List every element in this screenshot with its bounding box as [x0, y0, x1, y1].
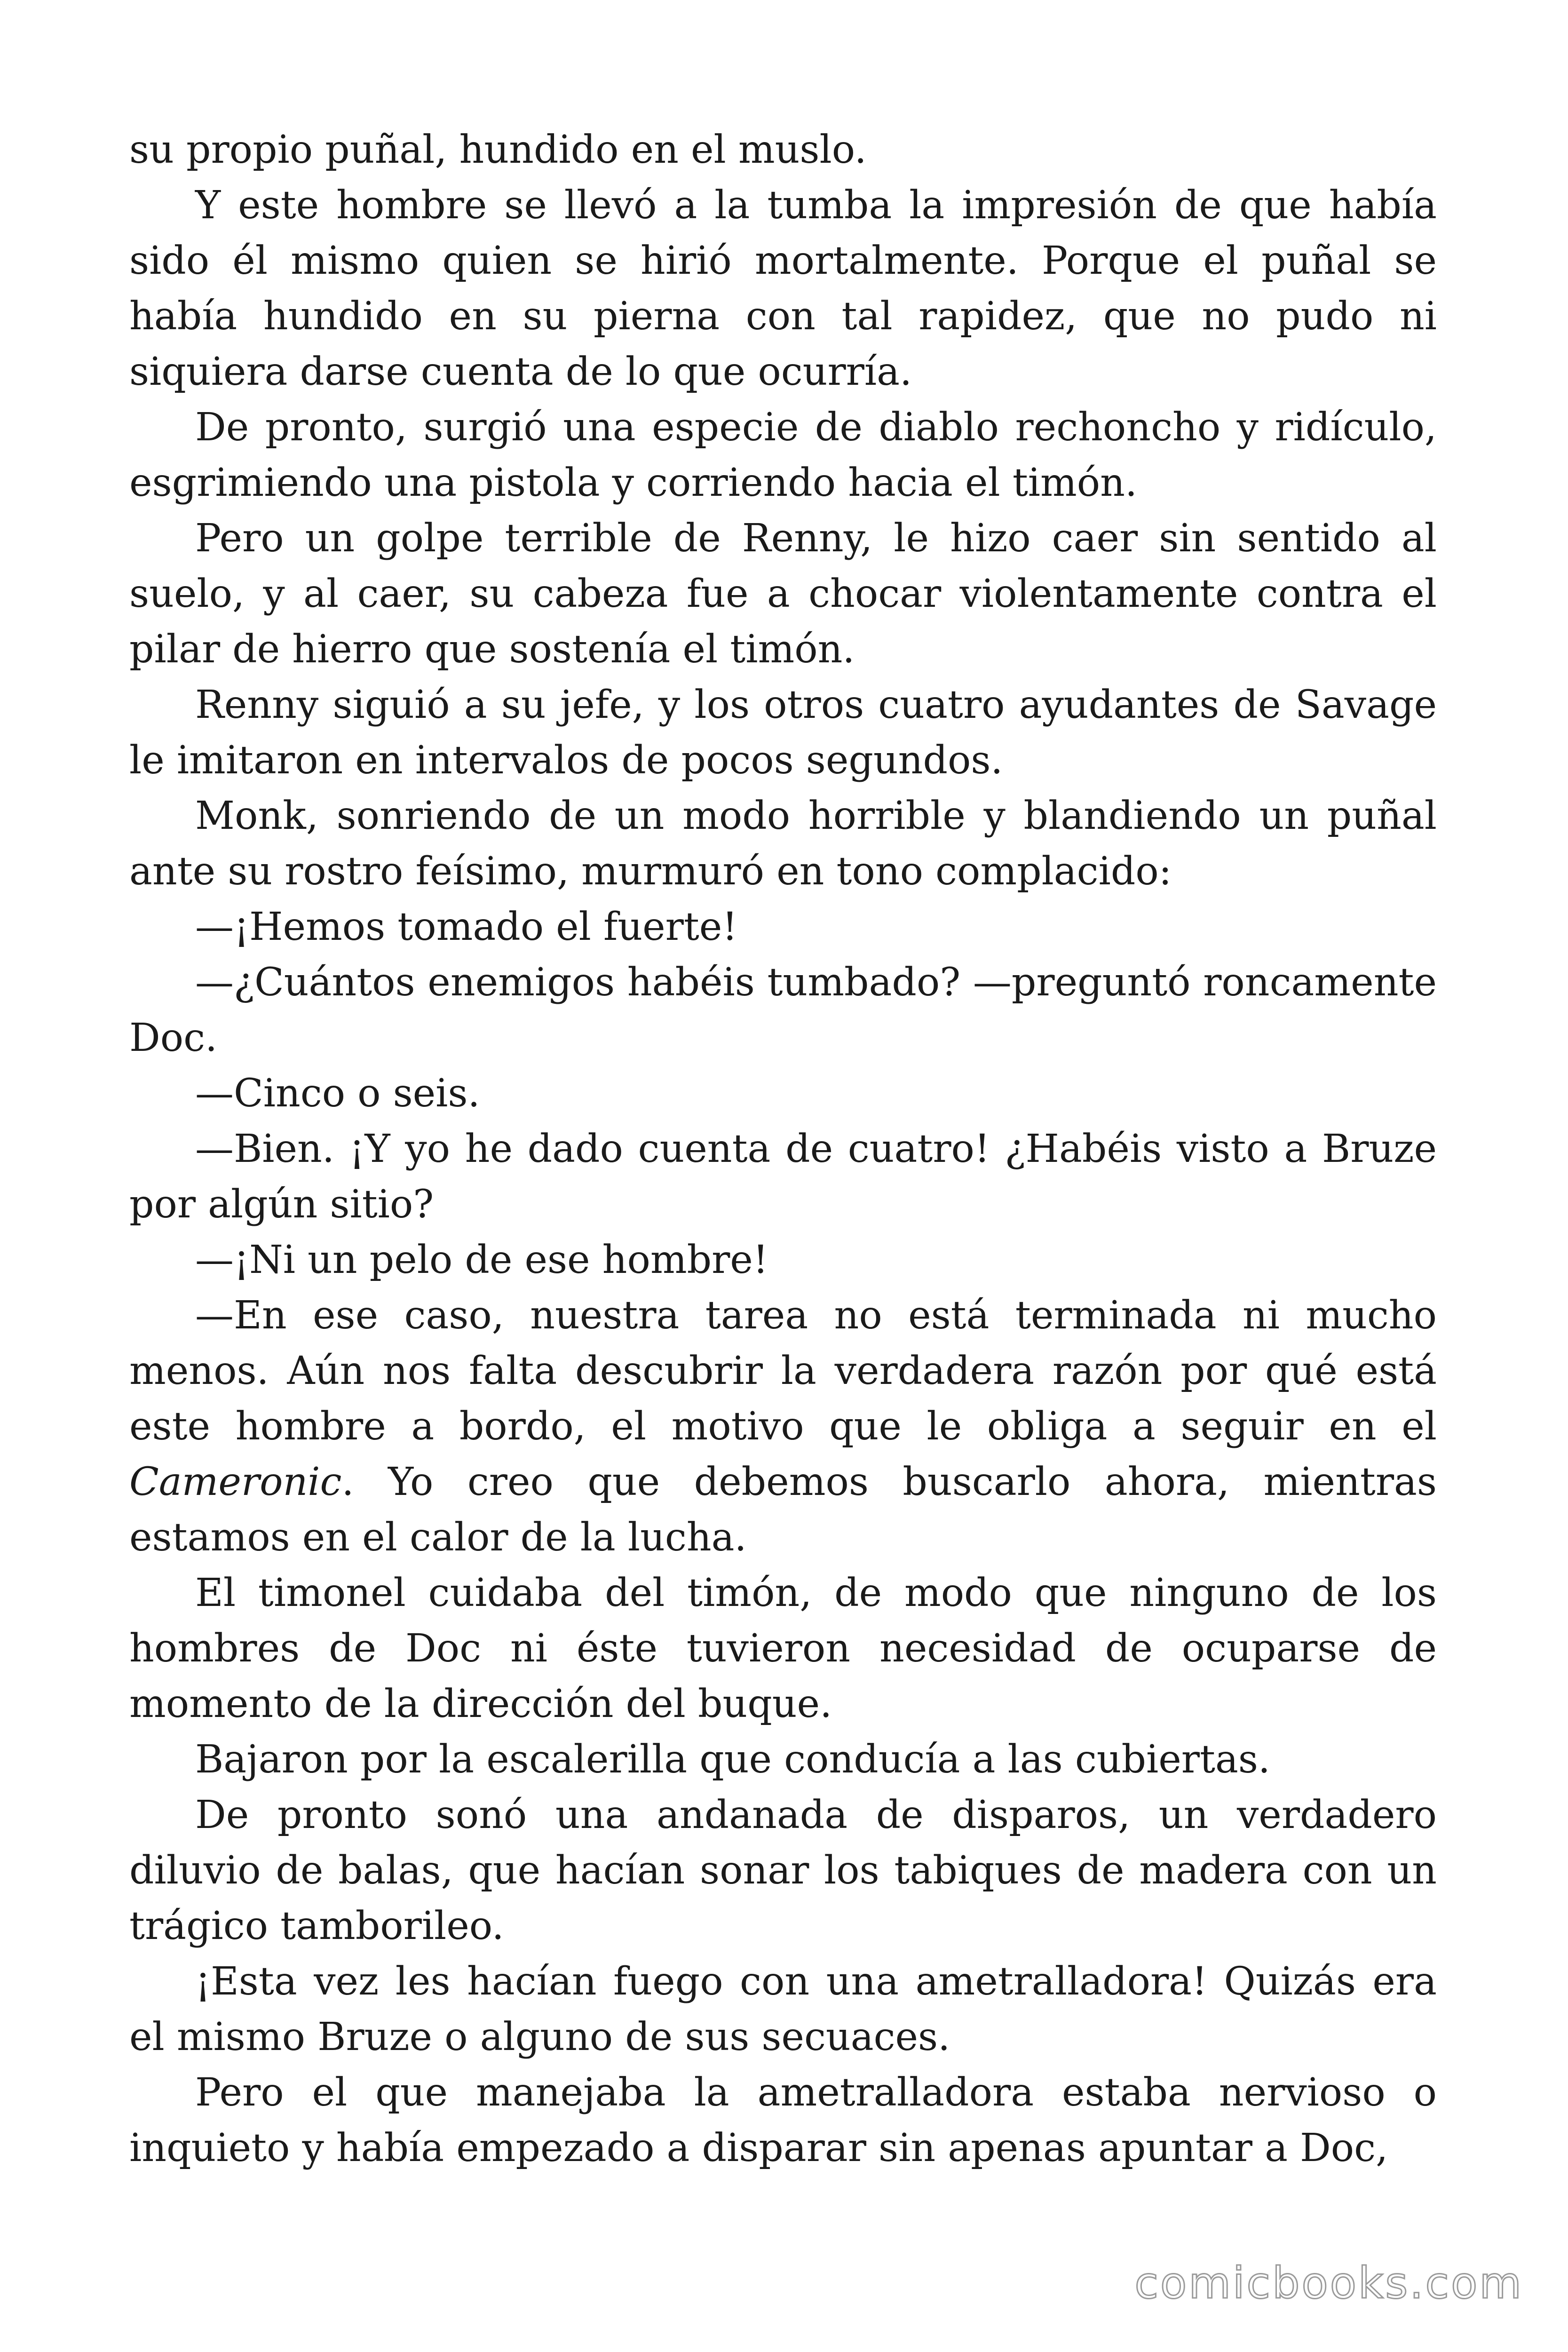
- paragraph: De pronto, surgió una especie de diablo rechoncho y ridículo, esgrimiendo una pistola y corriendo hacia el timón.: [129, 405, 1437, 505]
- dialogue-line: [129, 1288, 1437, 1565]
- ship-name-italic: Cameronic: [129, 1460, 342, 1504]
- paragraph-text: . Yo creo que debemos buscarlo ahora, mientras estamos en el calor de la lucha.: [129, 1460, 1437, 1560]
- paragraph: Pero el que manejaba la ametralladora estaba nervioso o inquieto y había empezado a disparar sin apenas apuntar a Doc,: [129, 2070, 1437, 2170]
- paragraph: Monk, sonriendo de un modo horrible y blandiendo un puñal ante su rostro feísimo, murmuró en tono complacido:: [129, 794, 1437, 894]
- dialogue-line: —¡Ni un pelo de ese hombre!: [195, 1238, 768, 1282]
- dialogue-line: —Bien. ¡Y yo he dado cuenta de cuatro! ¿Habéis visto a Bruze por algún sitio?: [129, 1127, 1437, 1227]
- dialogue-line: —¡Hemos tomado el fuerte!: [195, 905, 738, 949]
- paragraph-text: —En ese caso, nuestra tarea no está terminada ni mucho menos. Aún nos falta descubrir la verdadera razón por qué está este hombre a bordo, el motivo que le obliga a seguir en el: [129, 1293, 1437, 1449]
- dialogue-line: —¿Cuántos enemigos habéis tumbado? —preguntó roncamente Doc.: [129, 960, 1437, 1060]
- paragraph: Pero un golpe terrible de Renny, le hizo caer sin sentido al suelo, y al caer, su cabeza fue a chocar violentamente contra el pilar de hierro que sostenía el timón.: [129, 516, 1437, 672]
- paragraph: su propio puñal, hundido en el muslo.: [129, 127, 867, 172]
- paragraph: De pronto sonó una andanada de disparos, un verdadero diluvio de balas, que hacían sonar los tabiques de madera con un trágico tamborileo.: [129, 1793, 1437, 1948]
- dialogue-line: —Cinco o seis.: [195, 1071, 480, 1116]
- paragraph: ¡Esta vez les hacían fuego con una ametralladora! Quizás era el mismo Bruze o alguno de sus secuaces.: [129, 1959, 1437, 2059]
- watermark: comicbooks.com: [1134, 2258, 1523, 2308]
- paragraph: Renny siguió a su jefe, y los otros cuatro ayudantes de Savage le imitaron en intervalos de pocos segundos.: [129, 683, 1437, 783]
- paragraph: Bajaron por la escalerilla que conducía a las cubiertas.: [195, 1737, 1270, 1782]
- paragraph: El timonel cuidaba del timón, de modo que ninguno de los hombres de Doc ni éste tuvieron necesidad de ocuparse de momento de la dirección del buque.: [129, 1571, 1437, 1726]
- page-body: [129, 122, 1437, 2176]
- paragraph: Y este hombre se llevó a la tumba la impresión de que había sido él mismo quien se hirió mortalmente. Porque el puñal se había hundido en su pierna con tal rapidez, que no pudo ni siquiera darse cuenta de lo que ocurría.: [129, 183, 1437, 394]
